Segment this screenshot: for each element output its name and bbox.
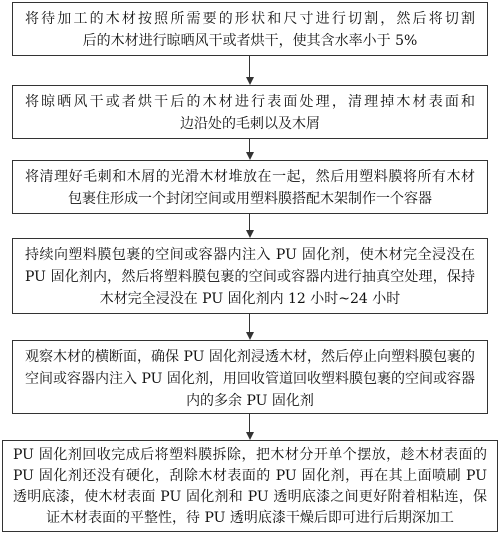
step-6-line-4: 证木材表面的平整性，待 PU 透明底漆干燥后即可进行后期深加工 xyxy=(46,510,454,526)
step-4-line-2: PU 固化剂内，然后将塑料膜包裹的空间或容器内进行抽真空处理，保持 xyxy=(25,269,475,285)
step-5-line-3: 内的多余 PU 固化剂 xyxy=(186,393,314,409)
step-6-line-1: PU 固化剂回收完成后将塑料膜拆除，把木材分开单个摆放，趁木材表面的 xyxy=(13,447,487,463)
step-6-line-2: PU 固化剂还没有硬化，刮除木材表面的 PU 固化剂，再在其上面喷刷 PU xyxy=(13,468,487,484)
step-4-line-3: 木材完全浸没在 PU 固化剂内 12 小时~24 小时 xyxy=(99,291,401,307)
step-3-box xyxy=(12,160,488,214)
arrow-5-to-6 xyxy=(246,414,254,440)
arrow-3-to-4 xyxy=(246,214,254,238)
step-5-line-2: 空间或容器内注入 PU 固化剂，用回收管道回收塑料膜包裹的空间或容器 xyxy=(25,371,475,387)
arrow-4-to-5 xyxy=(246,314,254,340)
step-2-line-2: 边沿处的毛刺以及木屑 xyxy=(180,116,320,132)
step-1-line-2: 后的木材进行晾晒风干或者烘干，使其含水率小于 5% xyxy=(82,33,418,49)
step-3-line-2: 包裹住形成一个封闭空间或用塑料膜搭配木架制作一个容器 xyxy=(68,191,432,207)
step-5-box xyxy=(12,340,488,414)
arrow-1-to-2 xyxy=(246,56,254,85)
step-6-line-3: 透明底漆，使木材表面 PU 固化剂和 PU 透明底漆之间更好附着相粘连，保 xyxy=(13,489,487,505)
step-1-box xyxy=(12,2,488,56)
step-1-line-1: 将待加工的木材按照所需要的形状和尺寸进行切割，然后将切割 xyxy=(25,11,475,27)
step-2-box xyxy=(12,85,488,139)
arrow-2-to-3 xyxy=(246,139,254,160)
step-4-box xyxy=(12,238,488,314)
step-5-line-1: 观察木材的横断面，确保 PU 固化剂浸透木材，然后停止向塑料膜包裹的 xyxy=(25,349,475,365)
step-6-box xyxy=(2,440,498,532)
step-2-line-1: 将晾晒风干或者烘干后的木材进行表面处理，清理掉木材表面和 xyxy=(25,94,475,110)
step-4-line-1: 持续向塑料膜包裹的空间或容器内注入 PU 固化剂，使木材完全浸没在 xyxy=(25,247,475,263)
step-3-line-1: 将清理好毛刺和木屑的光滑木材堆放在一起，然后用塑料膜将所有木材 xyxy=(25,169,475,185)
